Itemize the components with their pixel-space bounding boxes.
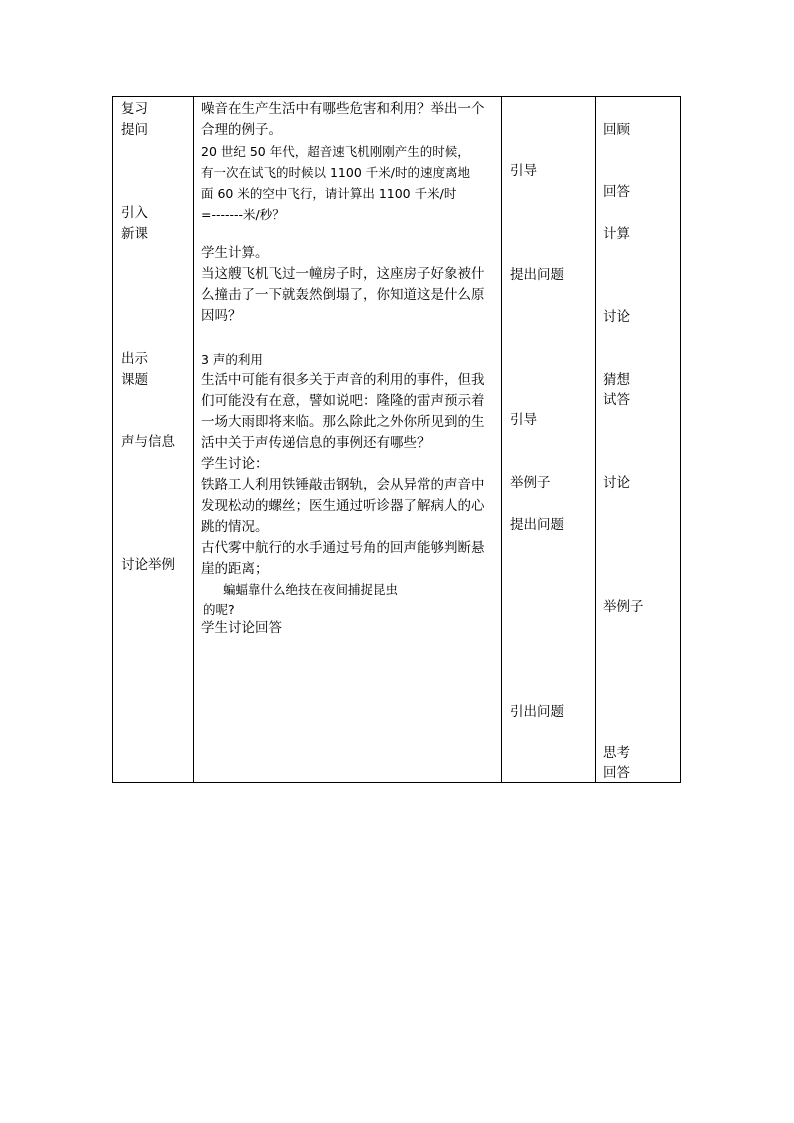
content-line: 的呢? (203, 602, 235, 617)
teacher-activity: 提出问题 (510, 517, 564, 533)
student-activity: 回答 (603, 765, 630, 781)
column-divider (595, 97, 596, 782)
teacher-activity: 举例子 (510, 475, 551, 491)
content-line: 因吗？ (201, 308, 242, 324)
stage-show: 出示 (121, 351, 148, 367)
student-activity: 回顾 (603, 122, 630, 138)
content-line: 崖的距离； (201, 561, 269, 577)
student-activity: 讨论 (603, 309, 630, 325)
content-line: 20 世纪 50 年代，超音速飞机刚刚产生的时候， (201, 144, 470, 159)
content-line: 铁路工人利用铁锤敲击钢轨，会从异常的声音中 (201, 477, 485, 493)
lesson-plan-table (112, 96, 681, 783)
content-line: 有一次在试飞的时候以 1100 千米/时的速度离地 (201, 165, 470, 180)
stage-topic: 课题 (121, 372, 148, 388)
content-line: 学生讨论： (201, 456, 269, 472)
student-activity: 试答 (603, 392, 630, 408)
section-heading: 3 声的利用 (201, 352, 263, 367)
content-line: 生活中可能有很多关于声音的利用的事件，但我 (201, 372, 485, 388)
student-activity: 回答 (603, 184, 630, 200)
content-line: 学生讨论回答 (201, 620, 282, 636)
content-line: 活中关于声传递信息的事例还有哪些？ (201, 435, 431, 451)
stage-intro: 引入 (121, 205, 148, 221)
content-line: 当这艘飞机飞过一幢房子时，这座房子好象被什 (201, 266, 485, 282)
stage-discuss-examples: 讨论举例 (121, 557, 175, 573)
content-line: 一场大雨即将来临。那么除此之外你所见到的生 (201, 414, 485, 430)
teacher-activity: 引出问题 (510, 704, 564, 720)
student-activity: 计算 (603, 226, 630, 242)
content-line: =-------米/秒？ (201, 207, 285, 222)
content-line: 面 60 米的空中飞行，请计算出 1100 千米/时 (201, 186, 457, 201)
content-line: 跳的情况。 (201, 519, 269, 535)
student-activity: 猜想 (603, 372, 630, 388)
student-activity: 思考 (603, 745, 630, 761)
teacher-activity: 引导 (510, 163, 537, 179)
content-line: 学生计算。 (201, 245, 269, 261)
student-activity: 讨论 (603, 475, 630, 491)
content-line: 们可能没有在意，譬如说吧：隆隆的雷声预示着 (201, 393, 485, 409)
column-divider (501, 97, 502, 782)
content-line: 蝙蝠靠什么绝技在夜间捕捉昆虫 (223, 582, 399, 597)
content-line: 古代雾中航行的水手通过号角的回声能够判断悬 (201, 540, 485, 556)
content-line: 么撞击了一下就轰然倒塌了，你知道这是什么原 (201, 287, 485, 303)
stage-ask: 提问 (121, 122, 148, 138)
content-line: 合理的例子。 (201, 122, 282, 138)
teacher-activity: 引导 (510, 412, 537, 428)
stage-sound-info: 声与信息 (121, 434, 175, 450)
stage-review: 复习 (121, 101, 148, 117)
teacher-activity: 提出问题 (510, 267, 564, 283)
student-activity: 举例子 (603, 599, 644, 615)
stage-new-lesson: 新课 (121, 226, 148, 242)
column-divider (193, 97, 194, 782)
content-line: 噪音在生产生活中有哪些危害和利用？举出一个 (201, 101, 485, 117)
content-line: 发现松动的螺丝；医生通过听诊器了解病人的心 (201, 498, 485, 514)
